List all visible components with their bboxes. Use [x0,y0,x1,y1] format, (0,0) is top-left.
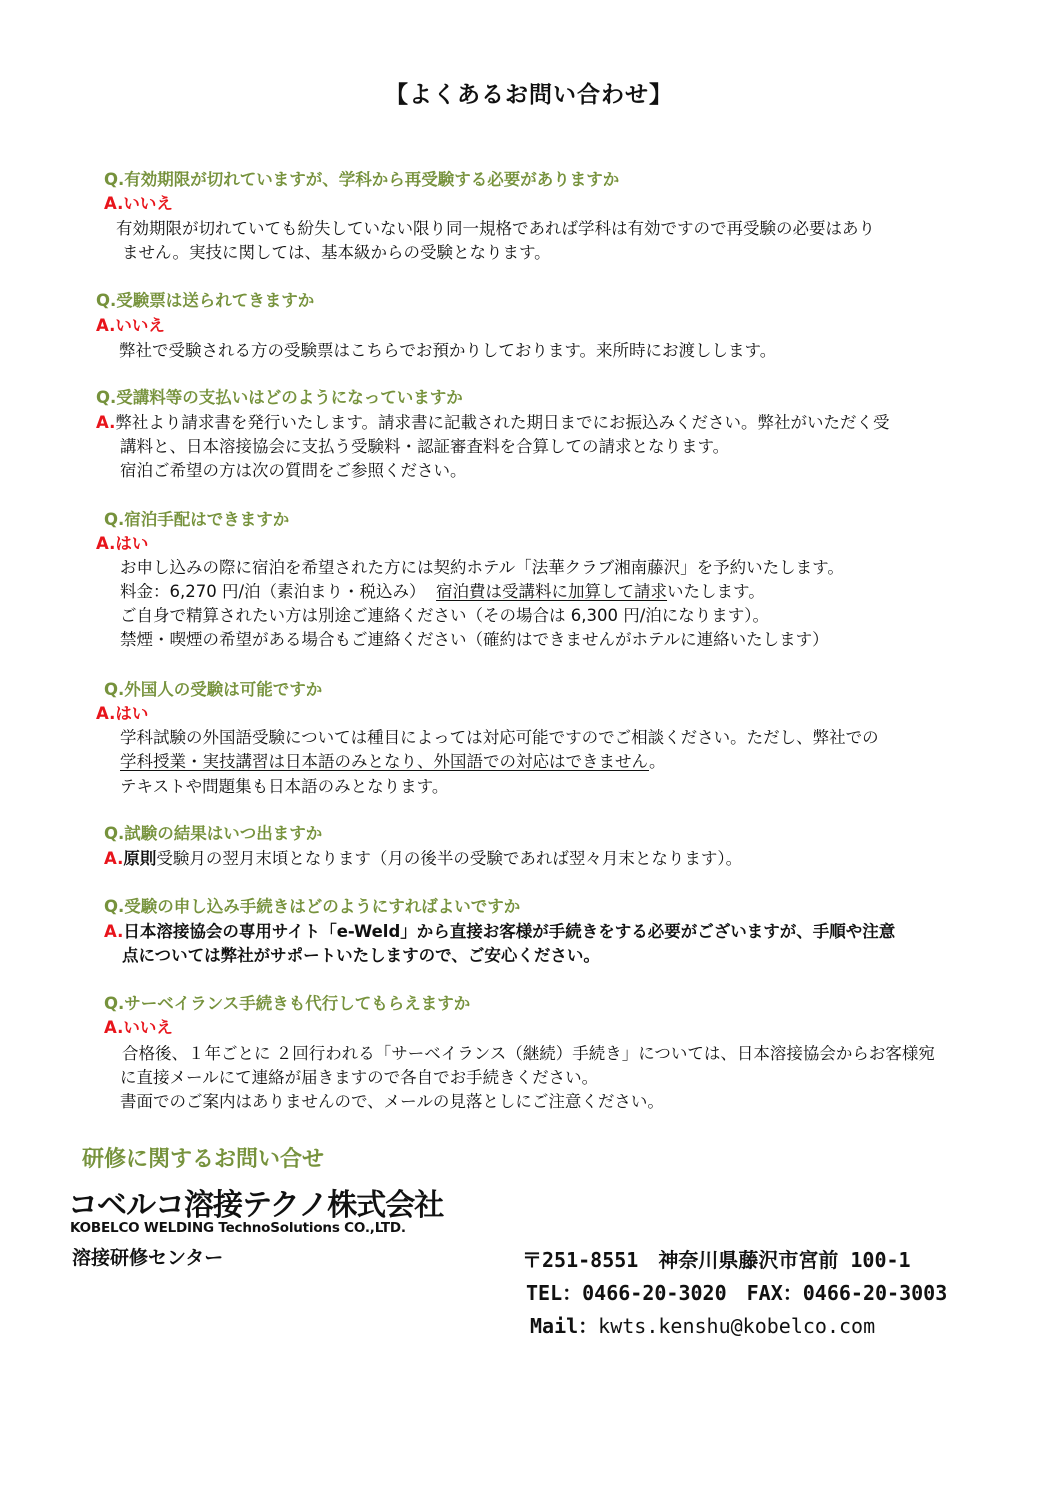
price-note-underlined: 宿泊費は受講料に加算して請求 [436,582,668,601]
faq-answer-label [104,918,895,942]
language-note-underlined: 学科授業・実技講習は日本語のみとなり、外国語での対応はできません [120,752,649,771]
faq-answer-label: A.いいえ [104,194,173,213]
email-line [530,1310,875,1339]
faq-answer-line: 点については弊社がサポートいたしますので、ご安心ください。 [122,946,600,965]
faq-question: Q.有効期限が切れていますが、学科から再受験する必要がありますか [104,170,620,189]
faq-answer-text: 日本溶接協会の専用サイト「e-Weld」から直接お客様が手続きをする必要がございますが、手順や注意 [123,922,896,941]
postal-address: 〒251-8551 神奈川県藤沢市宮前 100-1 [522,1248,911,1272]
page-title: 【よくあるお問い合わせ】 [385,82,673,108]
language-note-tail: 。 [649,752,666,771]
faq-answer-line: ません。実技に関しては、基本級からの受験となります。 [122,243,551,262]
phone-fax: TEL：0466-20-3020 FAX：0466-20-3003 [526,1281,948,1305]
faq-answer-label [104,845,742,869]
faq-answer-line: 合格後、１年ごとに ２回行われる「サーベイランス（継続）手続き」については、日本溶接協会からお客様宛 [122,1044,935,1063]
faq-answer-line: 禁煙・喫煙の希望がある場合もご連絡ください（確約はできませんがホテルに連絡いたします） [120,630,829,649]
faq-answer-line: お申し込みの際に宿泊を希望された方には契約ホテル「法華クラブ湘南藤沢」を予約いたします。 [120,558,844,577]
company-logo-jp: コベルコ溶接テクノ株式会社 [68,1188,444,1223]
answer-prefix: A. [104,849,124,868]
faq-question: Q.外国人の受験は可能ですか [104,680,323,699]
faq-answer-label: A.はい [96,534,149,553]
faq-question: Q.サーベイランス手続きも代行してもらえますか [104,994,471,1013]
faq-question: Q.試験の結果はいつ出ますか [104,824,323,843]
email-address[interactable]: kwts.kenshu@kobelco.com [598,1314,876,1338]
faq-answer-line: 講料と、日本溶接協会に支払う受験料・認証審査料を合算しての請求となります。 [120,437,730,456]
faq-answer-label: A.いいえ [104,1018,173,1037]
contact-heading: 研修に関するお問い合せ [82,1147,325,1172]
faq-question: Q.受験の申し込み手続きはどのようにすればよいですか [104,897,521,916]
faq-question: Q.受験票は送られてきますか [96,291,315,310]
faq-answer-label: A.はい [96,704,149,723]
faq-answer-label [96,409,890,433]
answer-prefix: A. [104,922,124,941]
faq-answer-line: に直接メールにて連絡が届きますので各自でお手続きください。 [120,1068,599,1087]
faq-answer-text: 弊社より請求書を発行いたします。請求書に記載された期日までにお振込みください。弊社がいただく受 [115,413,890,432]
email-label: Mail： [530,1314,599,1338]
faq-answer-line: ご自身で精算されたい方は別途ご連絡ください（その場合は 6,300 円/泊になります）。 [120,606,770,625]
price-note-tail: いたします。 [667,582,765,601]
faq-answer-line: 学科試験の外国語受験については種目によっては対応可能ですのでご相談ください。ただし、弊社での [120,728,879,747]
answer-prefix: A. [96,413,116,432]
faq-answer-text: 受験月の翌月末頃となります（月の後半の受験であれば翌々月末となります）。 [156,849,743,868]
faq-question: Q.受講料等の支払いはどのようになっていますか [96,388,463,407]
price-text: 料金：6,270 円/泊（素泊まり・税込み） [120,582,426,601]
faq-answer-line [120,748,666,772]
faq-answer-line: 有効期限が切れていても紛失していない限り同一規格であれば学科は有効ですので再受験の必要はあり [116,219,875,238]
company-logo-en: KOBELCO WELDING TechnoSolutions CO.,LTD. [70,1220,406,1236]
faq-answer-line: 弊社で受験される方の受験票はこちらでお預かりしております。来所時にお渡しします。 [119,341,777,360]
faq-answer-line: 書面でのご案内はありませんので、メールの見落としにご注意ください。 [120,1092,664,1111]
answer-emphasis: 原則 [123,849,157,868]
faq-answer-label: A.いいえ [96,316,165,335]
training-center-name: 溶接研修センター [72,1247,224,1269]
faq-question: Q.宿泊手配はできますか [104,510,290,529]
faq-answer-line [120,578,765,602]
faq-answer-line: 宿泊ご希望の方は次の質問をご参照ください。 [120,461,467,480]
faq-answer-line: テキストや問題集も日本語のみとなります。 [120,777,449,796]
